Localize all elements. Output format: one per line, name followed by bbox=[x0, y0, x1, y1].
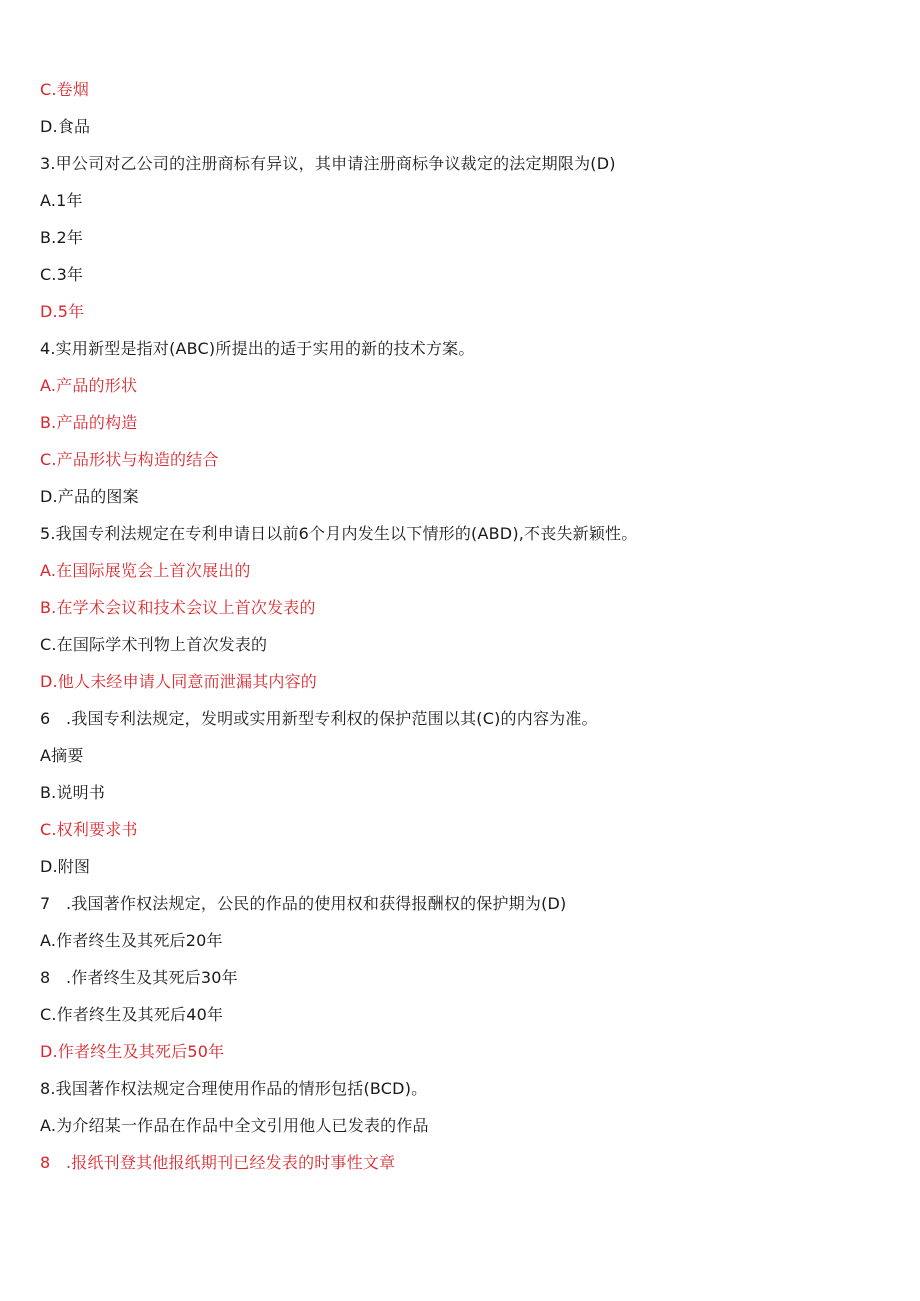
line-text: D.附图 bbox=[40, 857, 91, 876]
option-line bbox=[40, 561, 251, 581]
question-number: 7 bbox=[40, 894, 51, 913]
line-text: C.3年 bbox=[40, 265, 84, 284]
option-line bbox=[40, 80, 89, 100]
line-text: .我国专利法规定，发明或实用新型专利权的保护范围以其(C)的内容为准。 bbox=[66, 709, 598, 728]
line-text: A.在国际展览会上首次展出的 bbox=[40, 561, 251, 580]
option-line bbox=[40, 783, 105, 803]
option-line bbox=[40, 487, 139, 507]
question-number: 6 bbox=[40, 709, 51, 728]
line-text: A摘要 bbox=[40, 746, 84, 765]
question-line bbox=[40, 1079, 427, 1099]
option-line bbox=[40, 1005, 223, 1025]
line-text: 4.实用新型是指对(ABC)所提出的适于实用的新的技术方案。 bbox=[40, 339, 475, 358]
option-line bbox=[40, 117, 90, 137]
line-text: B.产品的构造 bbox=[40, 413, 138, 432]
line-text: 5.我国专利法规定在专利申请日以前6个月内发生以下情形的(ABD),不丧失新颖性。 bbox=[40, 524, 638, 543]
line-text: B.说明书 bbox=[40, 783, 106, 802]
option-line bbox=[40, 931, 223, 951]
option-line bbox=[40, 228, 83, 248]
option-line bbox=[40, 413, 137, 433]
option-line bbox=[40, 191, 83, 211]
question-line bbox=[40, 339, 475, 359]
option-line bbox=[40, 1153, 395, 1173]
question-number: 8 bbox=[40, 1153, 51, 1172]
option-line bbox=[40, 302, 84, 322]
option-line bbox=[40, 820, 138, 840]
option-line bbox=[40, 376, 137, 396]
line-text: C.产品形状与构造的结合 bbox=[40, 450, 219, 469]
line-text: B.2年 bbox=[40, 228, 84, 247]
line-text: .作者终生及其死后30年 bbox=[66, 968, 238, 987]
line-text: A.1年 bbox=[40, 191, 83, 210]
line-text: D.5年 bbox=[40, 302, 85, 321]
line-text: D.他人未经申请人同意而泄漏其内容的 bbox=[40, 672, 318, 691]
line-text: C.作者终生及其死后40年 bbox=[40, 1005, 224, 1024]
line-text: .我国著作权法规定，公民的作品的使用权和获得报酬权的保护期为(D) bbox=[66, 894, 567, 913]
line-text: D.产品的图案 bbox=[40, 487, 139, 506]
question-number: 8 bbox=[40, 968, 51, 987]
option-line bbox=[40, 857, 90, 877]
option-line bbox=[40, 746, 84, 766]
question-line bbox=[40, 154, 616, 174]
option-line bbox=[40, 635, 267, 655]
option-line bbox=[40, 265, 83, 285]
line-text: B.在学术会议和技术会议上首次发表的 bbox=[40, 598, 316, 617]
question-line bbox=[40, 709, 598, 729]
option-line bbox=[40, 450, 219, 470]
question-line bbox=[40, 524, 637, 544]
line-text: C.在国际学术刊物上首次发表的 bbox=[40, 635, 268, 654]
line-text: 3.甲公司对乙公司的注册商标有异议，其申请注册商标争议裁定的法定期限为(D) bbox=[40, 154, 616, 173]
line-text: D.作者终生及其死后50年 bbox=[40, 1042, 225, 1061]
line-text: D.食品 bbox=[40, 117, 91, 136]
line-text: A.作者终生及其死后20年 bbox=[40, 931, 223, 950]
option-line bbox=[40, 672, 317, 692]
line-text: A.产品的形状 bbox=[40, 376, 138, 395]
line-text: A.为介绍某一作品在作品中全文引用他人已发表的作品 bbox=[40, 1116, 429, 1135]
line-text: 8.我国著作权法规定合理使用作品的情形包括(BCD)。 bbox=[40, 1079, 428, 1098]
line-text: .报纸刊登其他报纸期刊已经发表的时事性文章 bbox=[66, 1153, 396, 1172]
line-text: C.卷烟 bbox=[40, 80, 90, 99]
option-line bbox=[40, 968, 238, 988]
option-line bbox=[40, 1042, 224, 1062]
option-line bbox=[40, 598, 316, 618]
option-line bbox=[40, 1116, 429, 1136]
question-line bbox=[40, 894, 567, 914]
line-text: C.权利要求书 bbox=[40, 820, 138, 839]
